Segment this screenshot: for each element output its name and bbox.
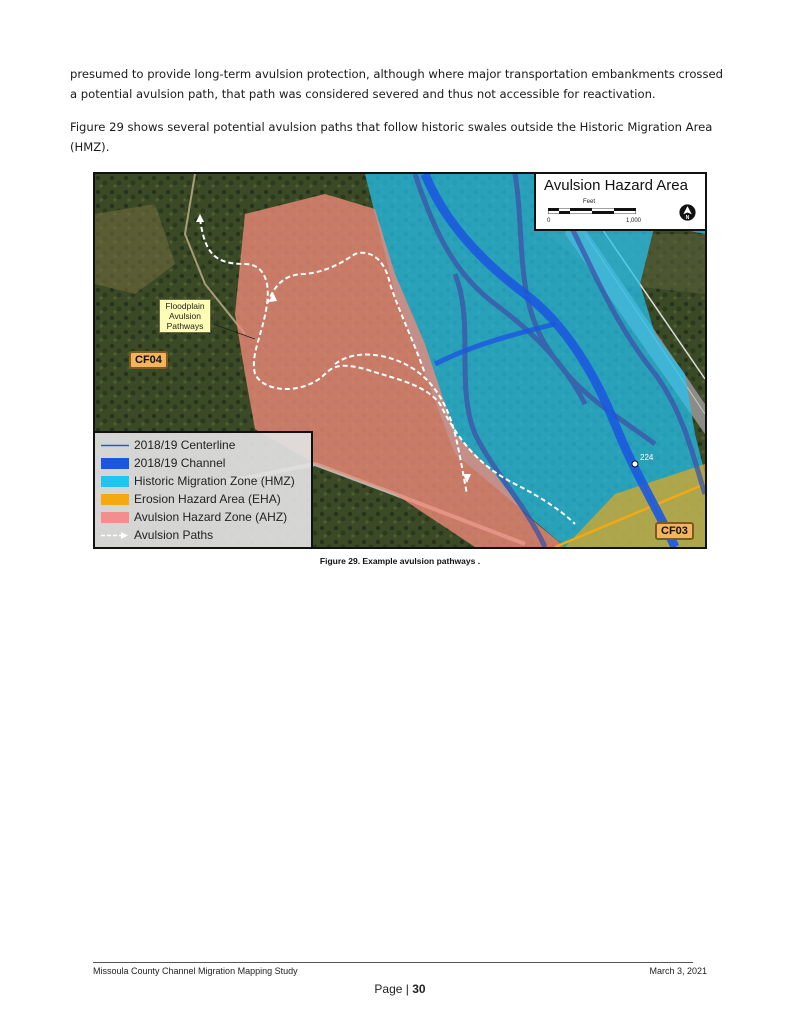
avulsion-callout: Floodplain Avulsion Pathways — [159, 299, 211, 333]
scale-unit-label: Feet — [583, 199, 596, 205]
reach-label-cf03: CF03 — [655, 522, 694, 540]
legend-item-channel — [101, 455, 225, 471]
legend-item-hmz — [101, 473, 295, 489]
svg-text:N: N — [685, 214, 690, 221]
centerline-swatch — [101, 440, 129, 451]
scale-bar — [548, 208, 636, 214]
reach-label-cf04: CF04 — [129, 351, 168, 369]
footer-date: March 3, 2021 — [649, 966, 707, 976]
body-paragraph-2: Figure 29 shows several potential avulsion paths that follow historic swales outside the Historic Migration Area (HMZ). — [70, 120, 713, 154]
channel-swatch — [101, 458, 129, 469]
map-title: Avulsion Hazard Area — [544, 177, 688, 194]
legend-item-avulsion-paths — [101, 527, 213, 543]
north-arrow-icon — [679, 204, 696, 221]
body-paragraph-1: presumed to provide long-term avulsion protection, although where major transportation embankments crossed a potential avulsion path, that path was considered severed and thus not accessible for reactivation. — [70, 67, 723, 101]
river-mile-label: 224 — [640, 453, 654, 462]
legend-label: Avulsion Hazard Zone (AHZ) — [134, 510, 288, 524]
legend-item-centerline — [101, 437, 235, 453]
footer-study-title: Missoula County Channel Migration Mapping Study — [93, 966, 298, 976]
avulsion-hazard-map — [93, 172, 707, 549]
ahz-swatch — [101, 512, 129, 523]
map-legend — [95, 431, 313, 547]
legend-label: 2018/19 Channel — [134, 456, 226, 470]
scale-min-label: 0 — [547, 218, 551, 224]
figure-caption: Figure 29. Example avulsion pathways . — [319, 556, 481, 566]
avulsion-path-swatch — [101, 530, 129, 541]
eha-swatch — [101, 494, 129, 505]
footer-rule — [93, 962, 693, 963]
page-number — [0, 982, 800, 996]
page-number-value: 30 — [412, 982, 426, 996]
legend-item-ahz — [101, 509, 287, 525]
legend-label: Avulsion Paths — [134, 528, 214, 542]
legend-label: Historic Migration Zone (HMZ) — [134, 474, 295, 488]
map-title-inset — [534, 174, 707, 231]
legend-item-eha — [101, 491, 281, 507]
legend-label: Erosion Hazard Area (EHA) — [134, 492, 281, 506]
scale-max-label: 1,000 — [626, 218, 642, 224]
legend-label: 2018/19 Centerline — [134, 438, 236, 452]
hmz-swatch — [101, 476, 129, 487]
page-label: Page | — [374, 982, 413, 996]
river-mile-marker — [632, 461, 638, 467]
